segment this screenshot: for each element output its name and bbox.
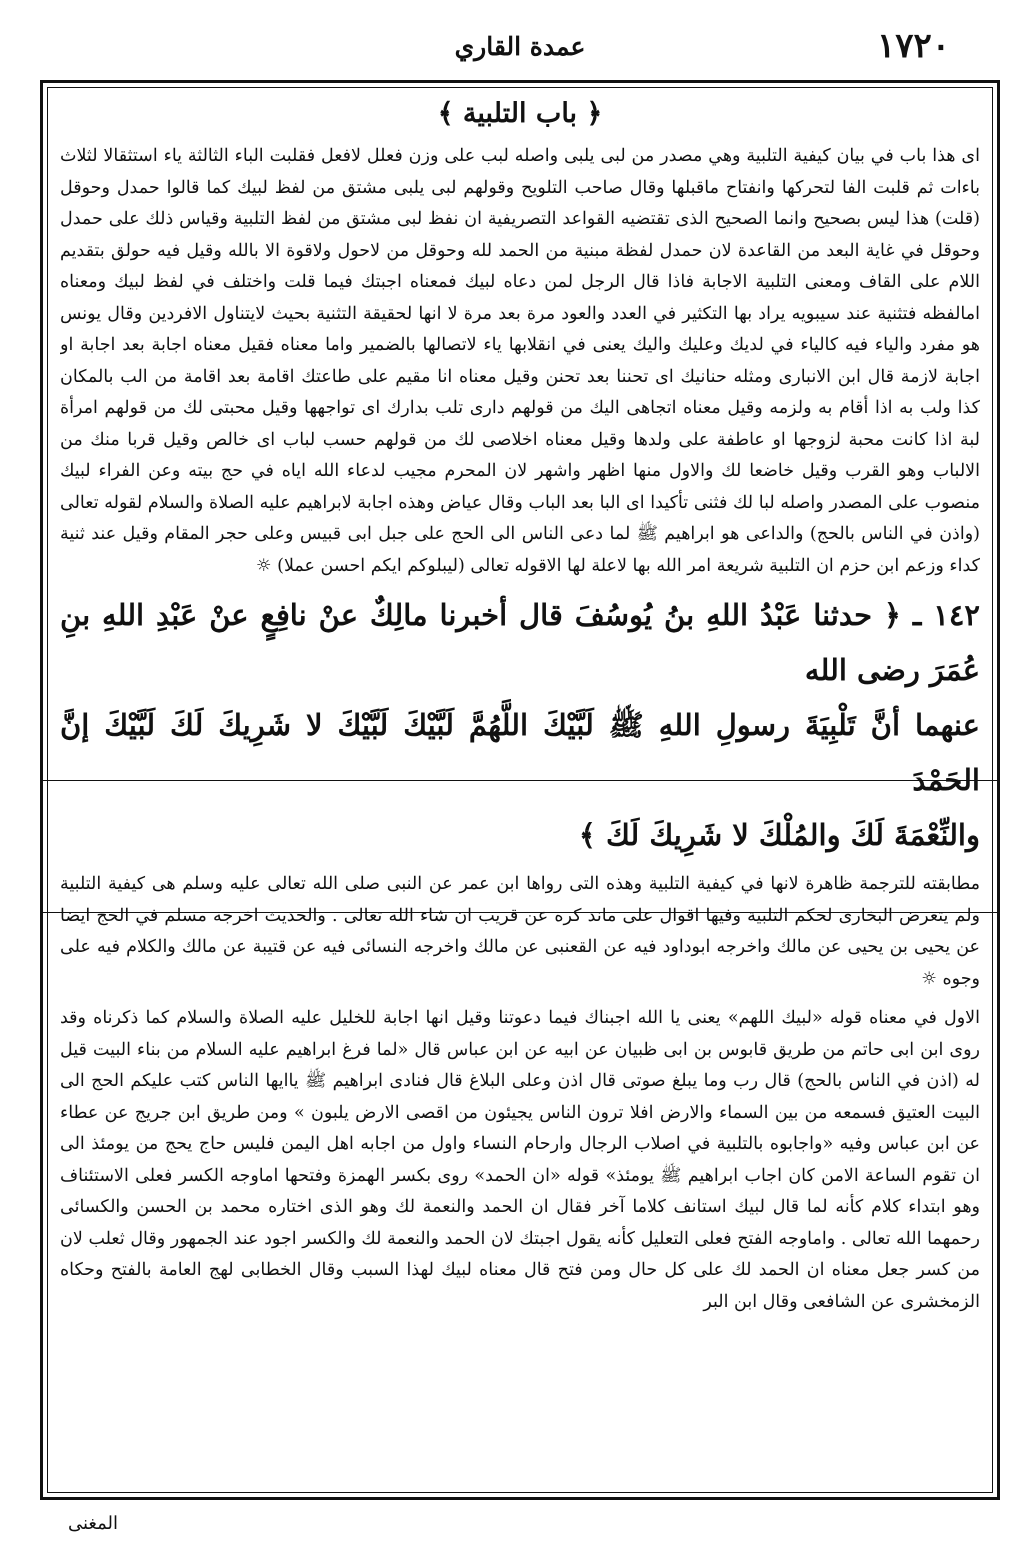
hadith-line: ١٤٢ ـ ﴿ حدثنا عَبْدُ اللهِ بنُ يُوسُفَ قال أخبرنا مالِكٌ عنْ نافِعٍ عنْ عَبْدِ اللهِ بنِ عُمَرَ رضى الله — [60, 598, 980, 687]
commentary-paragraph: مطابقته للترجمة ظاهرة لانها في كيفية التلبية وهذه التى رواها ابن عمر عن النبى صلى الله تعالى عليه وسلم هى كيفية التلبية ولم يتعرض البخارى لحكم التلبية وفيها اقوال على ماند كره عن قريب ان شاء الله تعالى . والحديث اخرجه مسلم في الحج ايضا عن يحيى بن يحيى عن مالك واخرجه ابوداود فيه عن القعنبى عن مالك واخرجه النسائى فيه عن قتيبة عن مالك والكلام فيه على وجوه ☼ — [60, 874, 980, 989]
commentary-paragraph: الاول في معناه قوله «لبيك اللهم» يعنى يا الله اجبناك فيما دعوتنا وقيل انها اجابة للخليل عليه الصلاة والسلام كما ذكرناه وقد روى ابن ابى حاتم من طريق قابوس بن ابى ظبيان عن ابيه عن ابن عباس قال «لما فرغ ابراهيم عليه السلام من بناء البيت قيل له (اذن في الناس بالحج) قال رب وما يبلغ صوتى قال اذن وعلى البلاغ قال فنادى ابراهيم ﷺ ياايها الناس كتب عليكم الحج الى البيت العتيق فسمعه من بين السماء والارض افلا ترون الناس يجيئون من اقصى الارض يلبون » ومن طريق ابن جريج عن عطاء عن ابن عباس وفيه «واجابوه بالتلبية في اصلاب الرجال وارحام النساء واول من اجابه اهل اليمن فليس حاج يحج من يومئذ الى ان تقوم الساعة الامن كان اجاب ابراهيم ﷺ يومئذ» قوله «ان الحمد» روى بكسر الهمزة وفتحها اماوجه الكسر فعلى الاستئناف وهو ابتداء كلام كأنه لما قال لبيك استانف كلاما آخر فقال ان الحمد والنعمة لك وهو الذى اختاره محمد بن الحسن والكسائى رحمهما الله تعالى . واماوجه الفتح فعلى التعليل كأنه يقول اجبتك لان الحمد والنعمة لك والكسر اجود عند الجمهور وقال ثعلب لان من كسر جعل معناه ان الحمد لك على كل حال ومن فتح قال معناه لبيك لهذا السبب وقال الخطابى لهج العامة بالفتح وحكاه الزمخشرى عن الشافعى وقال ابن البر — [60, 1008, 980, 1312]
chapter-heading: ﴿ باب التلبية ﴾ — [437, 98, 603, 129]
hadith-text — [60, 588, 980, 863]
hadith-line: عنهما أنَّ تَلْبِيَةَ رسولِ اللهِ ﷺ لَبَّيْكَ اللَّهُمَّ لَبَّيْكَ لَبَّيْكَ لا شَرِيكَ لَكَ لَبَّيْكَ إنَّ الحَمْدَ — [60, 708, 980, 797]
running-title: عمدة القاري — [454, 32, 586, 61]
hadith-line: والنِّعْمَةَ لَكَ والمُلْكَ لا شَرِيكَ لَكَ ﴾ — [578, 818, 980, 852]
commentary-paragraph: اى هذا باب في بيان كيفية التلبية وهي مصدر من لبى يلبى واصله لبب على وزن فعلل لافعل فقلبت الباء الثالثة ياء استثقالا لثلاث باءات ثم قلبت الفا لتحركها وانفتاح ماقبلها وقال صاحب التلويح وقولهم لبى يلبى مشتق من لفظ لبيك كما قالوا حمدل وحوقل (قلت) هذا ليس بصحيح وانما الصحيح الذى تقتضيه القواعد التصريفية ان نفظ لبى مشتق من لفظ التلبية وقياس ذلك على حمدل وحوقل في غاية البعد من القاعدة لان حمدل لفظة مبنية من الحمد لله وحوقل من لاحول ولاقوة الا بالله وقيل فيه حولق بتقديم اللام على القاف ومعنى التلبية الاجابة فاذا قال الرجل لمن دعاه لبيك فمعناه اجبتك فيما قلت واختلف في لفظ لبيك ومعناه امالفظه فتثنية عند سيبويه يراد بها التكثير في العدد والعود مرة بعد مرة لا انها لحقيقة التثنية بحيث لايتناول الافردين وقال يونس هو مفرد والياء فيه كالياء في لديك وعليك واليك يعنى في انقلابها ياء لاتصالها بالضمير واما معناه فقيل معناه اجابة بعد اجابة او اجابة لازمة قال ابن الانبارى ومثله حنانيك اى تحننا بعد تحنن وقيل معناه انا مقيم على طاعتك اقامة بعد اقامة من الب بالمكان كذا ولب به اذا أقام به ولزمه وقيل معناه اتجاهى اليك من قولهم دارى تلب بدارك اى تواجهها وقيل محبتى لك من قولهم امرأة لبة اذا كانت محبة لزوجها او عاطفة على ولدها وقيل معناه اخلاصى لك من قولهم حسب لباب اى خالص وقيل قربا منك من الالباب وهو القرب وقيل خاضعا لك والاول منها اظهر واشهر لان المحرم مجيب لدعاء الله اياه في حج بيته وعن الفراء لبيك منصوب على المصدر واصله لبا لك فثنى تأكيدا اى البا بعد الباب وقال عياض وهذه اجابة لابراهيم عليه الصلاة والسلام لقوله تعالى (واذن في الناس بالحج) والداعى هو ابراهيم ﷺ لما دعى الناس الى الحج على جبل ابى قبيس وعلى حجر المقام وقيل عند ثنية كداء وزعم ابن حزم ان التلبية شريعة امر الله بها لاعلة لها الاقوله تعالى (ليبلوكم ايكم احسن عملا) ☼ — [60, 146, 980, 576]
page-number: ١٧٢٠ — [876, 26, 950, 66]
page-header — [60, 22, 980, 72]
main-text — [60, 92, 980, 1487]
catchword: المغنى — [68, 1513, 119, 1534]
